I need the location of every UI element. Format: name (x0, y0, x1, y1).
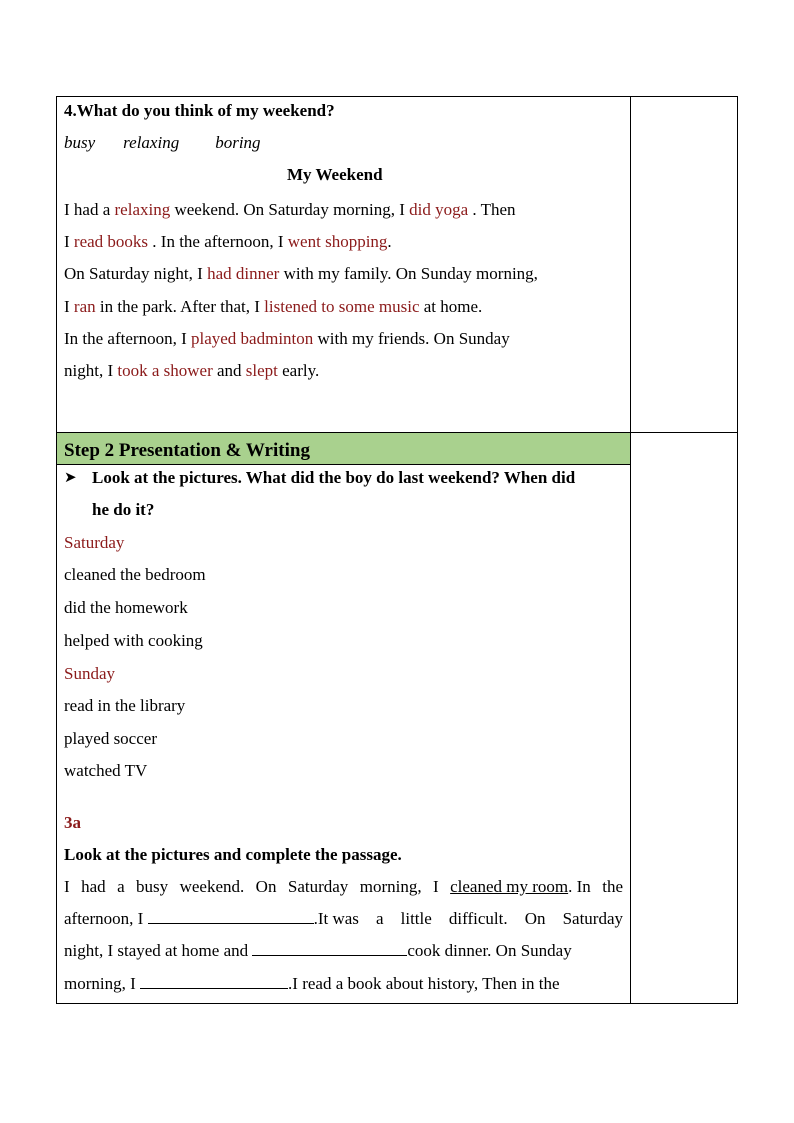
option-boring: boring (215, 133, 261, 152)
passage-line-2: I read books . In the afternoon, I went shopping. (64, 232, 392, 251)
option-busy: busy (64, 133, 96, 152)
column-divider (630, 97, 631, 1003)
exercise-line-2: afternoon, I .It was a little difficult. On Saturday (64, 909, 623, 928)
saturday-item: did the homework (64, 598, 188, 617)
sunday-item: played soccer (64, 729, 157, 748)
step2-question-line-2: he do it? (92, 500, 155, 519)
question-4-title: 4.What do you think of my weekend? (64, 101, 335, 120)
step2-header (57, 433, 630, 465)
sample-answer: cleaned my room (450, 877, 569, 896)
exercise-3a-label: 3a (64, 813, 81, 832)
exercise-line-3: night, I stayed at home and cook dinner. On Sunday (64, 941, 572, 960)
saturday-item: cleaned the bedroom (64, 565, 206, 584)
q4-options (64, 133, 261, 153)
passage-title: My Weekend (287, 165, 383, 184)
answer-blank-2[interactable] (252, 941, 407, 956)
passage-line-3: On Saturday night, I had dinner with my family. On Sunday morning, (64, 264, 538, 283)
exercise-line-4: morning, I .I read a book about history, Then in the (64, 974, 560, 993)
sunday-item: read in the library (64, 696, 186, 715)
step2-question-line-1: Look at the pictures. What did the boy do last weekend? When did (92, 468, 576, 487)
saturday-item: helped with cooking (64, 631, 203, 650)
step2-header-text: Step 2 Presentation & Writing (64, 440, 310, 461)
exercise-3a-instruction: Look at the pictures and complete the passage. (64, 845, 402, 864)
answer-blank-1[interactable] (148, 909, 314, 924)
arrow-bullet-icon: ➤ (64, 470, 77, 486)
passage-line-1: I had a relaxing weekend. On Saturday morning, I did yoga . Then (64, 200, 516, 219)
passage-line-5: In the afternoon, I played badminton with my friends. On Sunday (64, 329, 510, 348)
sunday-item: watched TV (64, 761, 148, 780)
saturday-label: Saturday (64, 533, 125, 552)
passage-line-4: I ran in the park. After that, I listened to some music at home. (64, 297, 483, 316)
lesson-table (56, 96, 738, 1004)
option-relaxing: relaxing (123, 133, 180, 152)
exercise-line-1: I had a busy weekend. On Saturday morning, I cleaned my room. In the (64, 877, 623, 896)
answer-blank-3[interactable] (140, 974, 288, 989)
passage-line-6: night, I took a shower and slept early. (64, 361, 320, 380)
sunday-label: Sunday (64, 664, 115, 683)
